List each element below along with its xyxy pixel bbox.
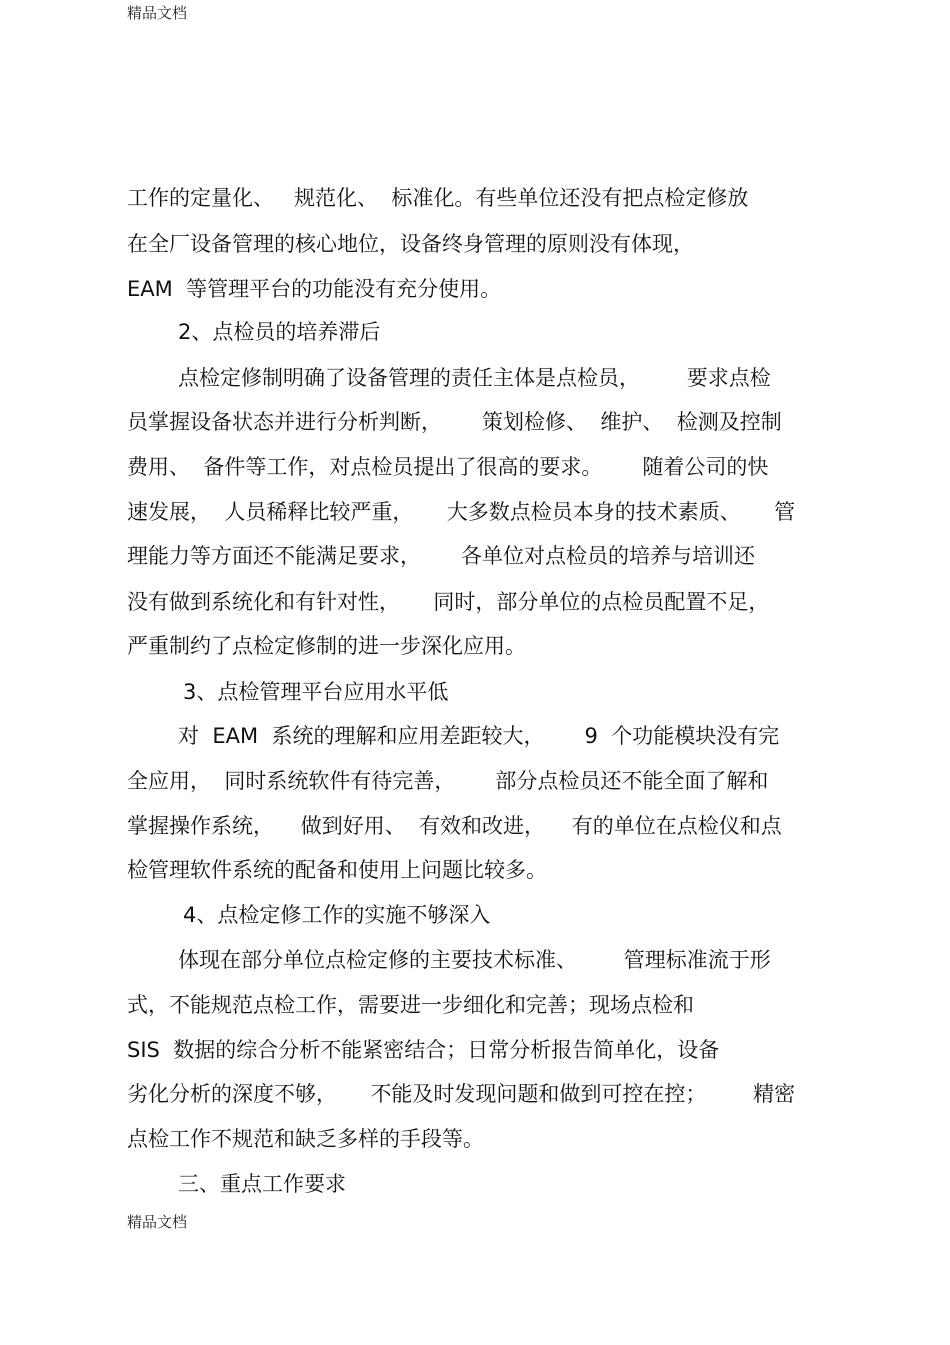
body-line: 理能力等方面还不能满足要求， 各单位对点检员的培养与培训还 (127, 544, 756, 568)
page-header-watermark: 精品文档 (127, 4, 188, 22)
body-line: SIS 数据的综合分析不能紧密结合；日常分析报告简单化，设备 (127, 1038, 720, 1062)
section-heading: 3、点检管理平台应用水平低 (183, 680, 449, 704)
body-line: 工作的定量化、 规范化、 标准化。有些单位还没有把点检定修放 (127, 186, 749, 210)
body-line: 严重制约了点检定修制的进一步深化应用。 (127, 634, 526, 658)
body-line: 点检工作不规范和缺乏多样的手段等。 (127, 1127, 484, 1151)
body-line: 式，不能规范点检工作，需要进一步细化和完善；现场点检和 (127, 993, 694, 1017)
body-line: 没有做到系统化和有针对性， 同时，部分单位的点检员配置不足， (127, 590, 770, 614)
body-line: 劣化分析的深度不够， 不能及时发现问题和做到可控在控； 精密 (127, 1082, 796, 1106)
body-line: 速发展， 人员稀释比较严重， 大多数点检员本身的技术素质、 管 (127, 500, 796, 524)
section-heading: 4、点检定修工作的实施不够深入 (183, 903, 491, 927)
body-line: 体现在部分单位点检定修的主要技术标准、 管理标准流于形 (178, 948, 771, 972)
body-line: 掌握操作系统， 做到好用、 有效和改进， 有的单位在点检仪和点 (127, 814, 782, 838)
body-line: 员掌握设备状态并进行分析判断， 策划检修、 维护、 检测及控制 (127, 410, 782, 434)
body-line: 在全厂设备管理的核心地位，设备终身管理的原则没有体现， (127, 232, 694, 256)
body-line: 费用、 备件等工作，对点检员提出了很高的要求。 随着公司的快 (127, 455, 769, 479)
page-footer-watermark: 精品文档 (127, 1213, 188, 1231)
body-line: 全应用， 同时系统软件有待完善， 部分点检员还不能全面了解和 (127, 769, 769, 793)
body-line: EAM 等管理平台的功能没有充分使用。 (127, 277, 502, 301)
body-line: 检管理软件系统的配备和使用上问题比较多。 (127, 858, 547, 882)
section-heading: 三、重点工作要求 (178, 1172, 346, 1196)
body-line: 点检定修制明确了设备管理的责任主体是点检员， 要求点检 (178, 366, 771, 390)
section-heading: 2、点检员的培养滞后 (178, 320, 381, 344)
body-line: 对 EAM 系统的理解和应用差距较大， 9 个功能模块没有完 (178, 724, 780, 748)
